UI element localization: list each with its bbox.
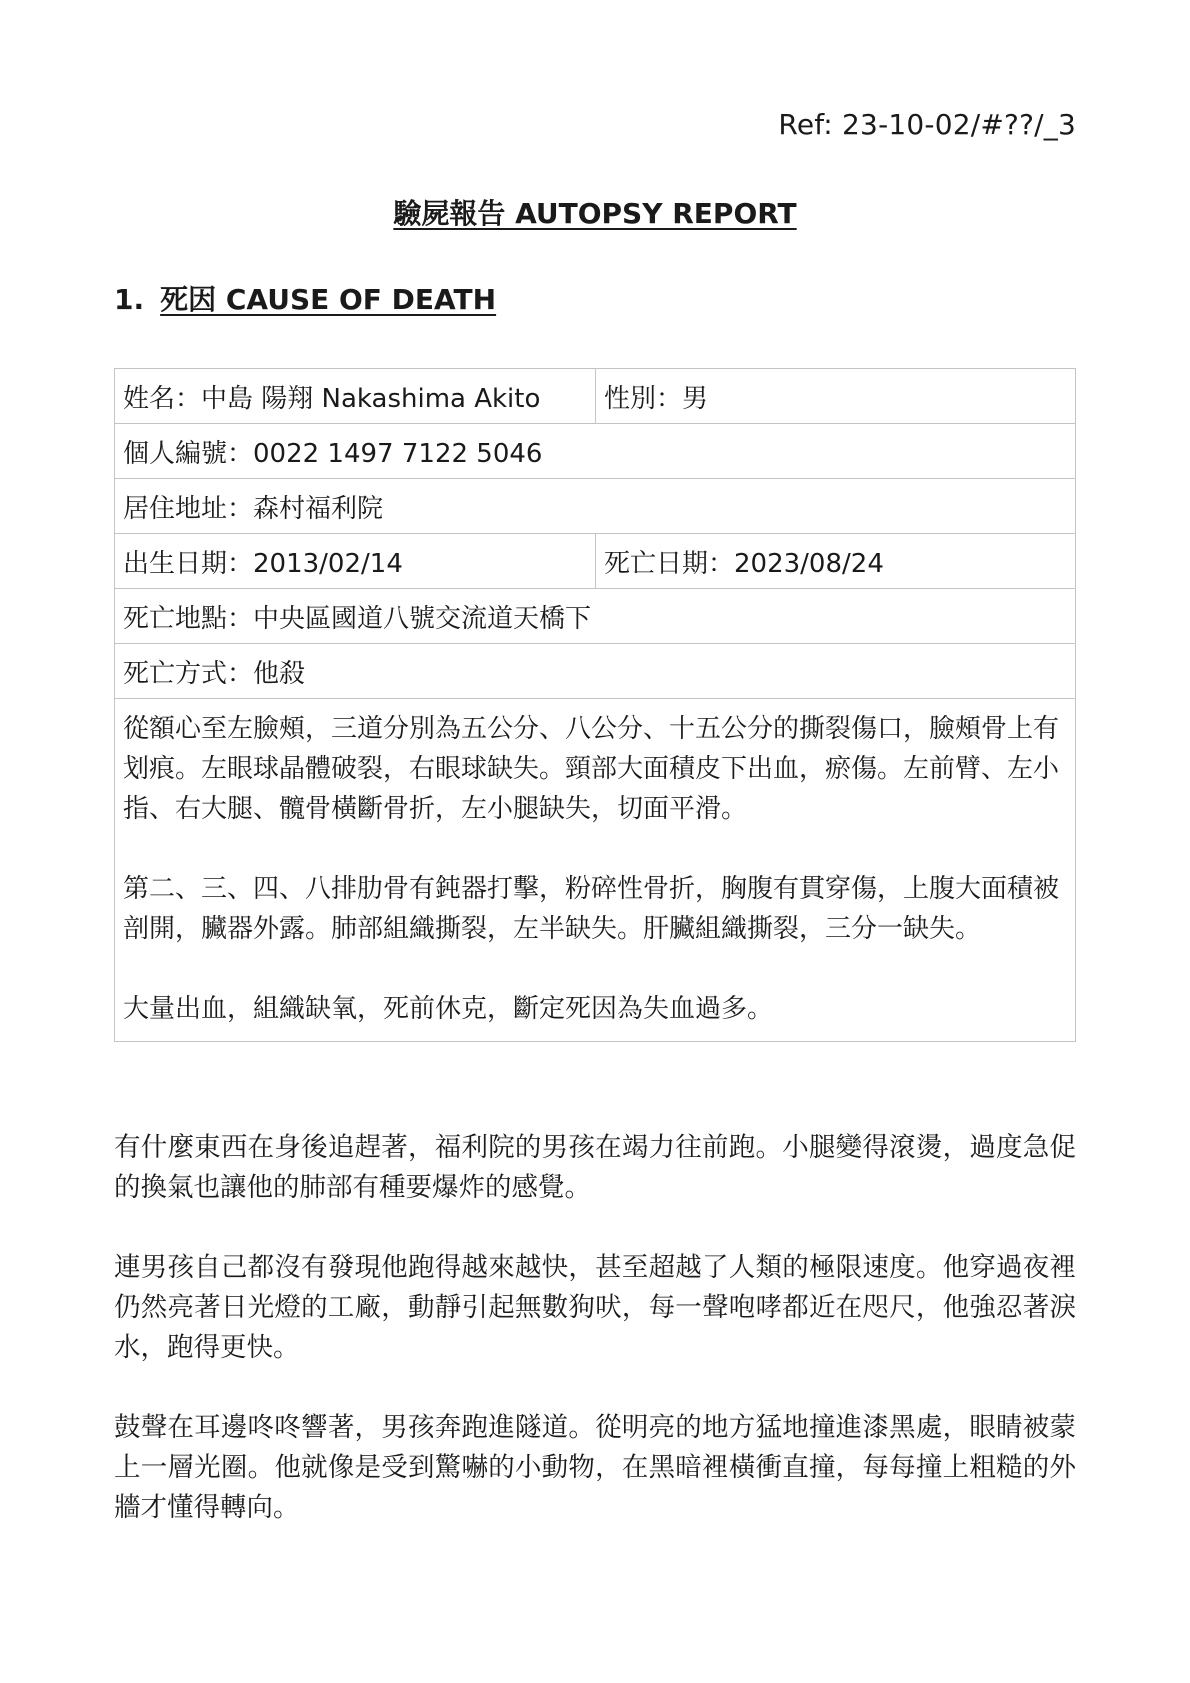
table-row (115, 699, 1076, 1042)
table-row (115, 369, 1076, 424)
table-row (115, 424, 1076, 479)
document-title: 驗屍報告 AUTOPSY REPORT (393, 197, 797, 230)
name-cell: 姓名：中島 陽翔 Nakashima Akito (115, 369, 596, 424)
findings-cell (115, 699, 1076, 1042)
gender-cell: 性別：男 (596, 369, 1076, 424)
autopsy-table (114, 368, 1076, 1042)
table-row (115, 644, 1076, 699)
section-title: 死因 CAUSE OF DEATH (160, 283, 497, 316)
address-cell: 居住地址：森村福利院 (115, 479, 1076, 534)
death-place-cell: 死亡地點：中央區國道八號交流道天橋下 (115, 589, 1076, 644)
narrative-body (114, 1128, 1076, 1568)
reference-number: Ref: 23-10-02/#??/_3 (778, 108, 1076, 141)
findings-paragraph: 從額心至左臉頰，三道分別為五公分、八公分、十五公分的撕裂傷口，臉頰骨上有划痕。左眼球晶體破裂，右眼球缺失。頸部大面積皮下出血，瘀傷。左前臂、左小指、右大腿、髖骨橫斷骨折，左小腿缺失，切面平滑。 (123, 714, 1060, 824)
table-row (115, 534, 1076, 589)
narrative-paragraph: 鼓聲在耳邊咚咚響著，男孩奔跑進隧道。從明亮的地方猛地撞進漆黑處，眼睛被蒙上一層光圈。他就像是受到驚嚇的小動物，在黑暗裡橫衝直撞，每每撞上粗糙的外牆才懂得轉向。 (114, 1412, 1076, 1523)
narrative-paragraph: 有什麼東西在身後追趕著，福利院的男孩在竭力往前跑。小腿變得滾燙，過度急促的換氣也讓他的肺部有種要爆炸的感覺。 (114, 1132, 1076, 1203)
narrative-paragraph: 連男孩自己都沒有發現他跑得越來越快，甚至超越了人類的極限速度。他穿過夜裡仍然亮著日光燈的工廠，動靜引起無數狗吠，每一聲咆哮都近在咫尺，他強忍著淚水，跑得更快。 (114, 1252, 1076, 1363)
table-row (115, 589, 1076, 644)
findings-paragraph: 大量出血，組織缺氧，死前休克，斷定死因為失血過多。 (123, 994, 774, 1024)
findings-paragraph: 第二、三、四、八排肋骨有鈍器打擊，粉碎性骨折，胸腹有貫穿傷，上腹大面積被剖開，臟器外露。肺部組織撕裂，左半缺失。肝臟組織撕裂，三分一缺失。 (123, 874, 1060, 944)
table-row (115, 479, 1076, 534)
death-manner-cell: 死亡方式：他殺 (115, 644, 1076, 699)
id-number-cell: 個人編號：0022 1497 7122 5046 (115, 424, 1076, 479)
death-date-cell: 死亡日期：2023/08/24 (596, 534, 1076, 589)
section-number: 1. (114, 283, 145, 316)
birth-date-cell: 出生日期：2013/02/14 (115, 534, 596, 589)
section-heading (114, 278, 496, 318)
